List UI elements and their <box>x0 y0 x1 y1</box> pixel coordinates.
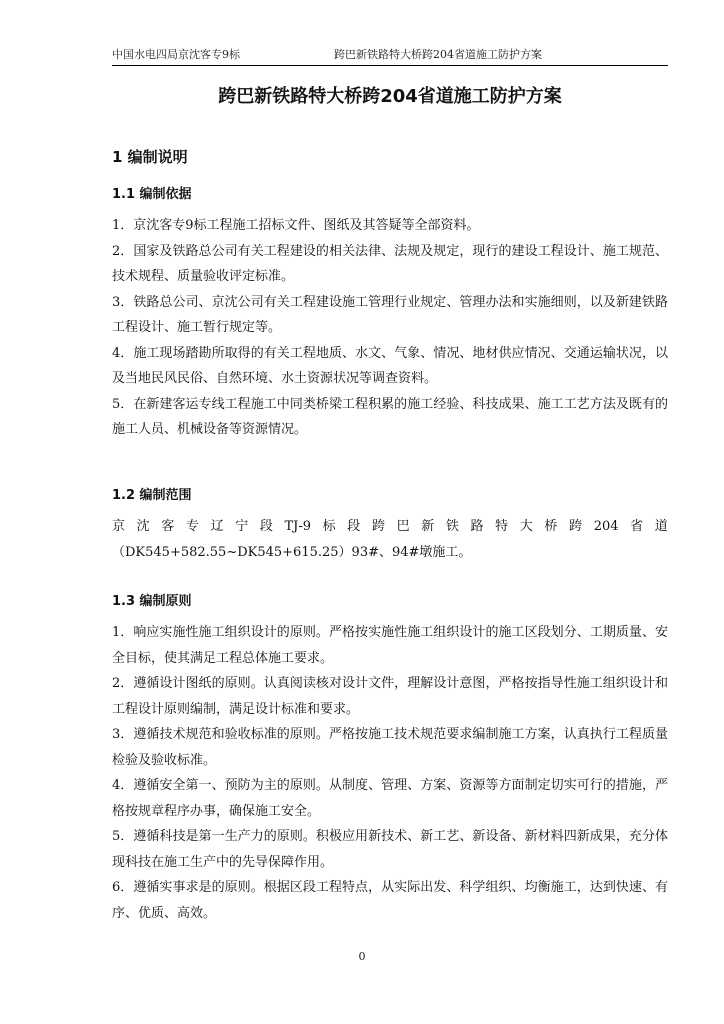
section-1-1-body <box>112 213 668 443</box>
scope-word: 新 <box>421 519 435 534</box>
scope-word: 路 <box>470 519 484 534</box>
header-rule <box>112 65 668 66</box>
header-left-text: 中国水电四局京沈客专9标 <box>112 48 240 61</box>
section-1-3-body <box>112 620 668 926</box>
section-heading-1: 1 编制说明 <box>112 148 188 166</box>
scope-word: 辽 <box>210 519 224 534</box>
list-item: 5．在新建客运专线工程施工中同类桥梁工程积累的施工经验、科技成果、施工工艺方法及既有的施工人员、机械设备等资源情况。 <box>112 396 668 437</box>
section-heading-1-2: 1.2 编制范围 <box>112 488 192 503</box>
scope-word: TJ-9 <box>284 519 312 534</box>
scope-word: 段 <box>259 519 273 534</box>
list-item: 1．响应实施性施工组织设计的原则。严格按实施性施工组织设计的施工区段划分、工期质量、安全目标，使其满足工程总体施工要求。 <box>112 625 668 666</box>
scope-word: 204 <box>593 519 619 534</box>
page-header <box>112 48 668 66</box>
scope-word: 巴 <box>396 519 410 534</box>
list-item: 2．遵循设计图纸的原则。认真阅读核对设计文件，理解设计意图，严格按指导性施工组织设计和工程设计原则编制，满足设计标准和要求。 <box>112 676 668 717</box>
list-item: 4．遵循安全第一、预防为主的原则。从制度、管理、方案、资源等方面制定切实可行的措施，严格按规章程序办事，确保施工安全。 <box>112 778 668 819</box>
list-item: 5．遵循科技是第一生产力的原则。积极应用新技术、新工艺、新设备、新材料四新成果，充分体现科技在施工生产中的先导保障作用。 <box>112 829 668 870</box>
section-heading-1-3: 1.3 编制原则 <box>112 594 192 609</box>
scope-word: 专 <box>185 519 199 534</box>
scope-word: 省 <box>630 519 644 534</box>
section-heading-1-1: 1.1 编制依据 <box>112 187 192 202</box>
page-number: 0 <box>358 950 366 963</box>
scope-word: 铁 <box>445 519 459 534</box>
scope-word: 客 <box>161 519 175 534</box>
scope-word: 特 <box>495 519 509 534</box>
list-item: 2．国家及铁路总公司有关工程建设的相关法律、法规及规定，现行的建设工程设计、施工规范、技术规程、质量验收评定标准。 <box>112 243 668 284</box>
scope-word: 宁 <box>235 519 249 534</box>
scope-word: 跨 <box>371 519 385 534</box>
scope-word: 沈 <box>136 519 150 534</box>
scope-line-2: （DK545+582.55~DK545+615.25）93#、94#墩施工。 <box>112 545 472 560</box>
scope-word: 桥 <box>544 519 558 534</box>
document-title: 跨巴新铁路特大桥跨204省道施工防护方案 <box>218 86 562 107</box>
list-item: 4．施工现场踏勘所取得的有关工程地质、水文、气象、情况、地材供应情况、交通运输状况，以及当地民风民俗、自然环境、水土资源状况等调查资料。 <box>112 345 668 386</box>
list-item: 3．遵循技术规范和验收标准的原则。严格按施工技术规范要求编制施工方案，认真执行工程质量检验及验收标准。 <box>112 727 668 768</box>
scope-word: 段 <box>347 519 361 534</box>
scope-word: 道 <box>654 519 668 534</box>
scope-word: 标 <box>322 519 336 534</box>
header-center-text: 跨巴新铁路特大桥跨204省道施工防护方案 <box>334 48 542 61</box>
scope-line-1 <box>112 514 668 540</box>
scope-word: 大 <box>519 519 533 534</box>
scope-word: 跨 <box>569 519 583 534</box>
list-item: 3．铁路总公司、京沈公司有关工程建设施工管理行业规定、管理办法和实施细则，以及新建铁路工程设计、施工暂行规定等。 <box>112 294 668 335</box>
scope-word: 京 <box>112 519 126 534</box>
list-item: 6．遵循实事求是的原则。根据区段工程特点，从实际出发、科学组织、均衡施工，达到快速、有序、优质、高效。 <box>112 880 668 921</box>
list-item: 1．京沈客专9标工程施工招标文件、图纸及其答疑等全部资料。 <box>112 218 480 233</box>
